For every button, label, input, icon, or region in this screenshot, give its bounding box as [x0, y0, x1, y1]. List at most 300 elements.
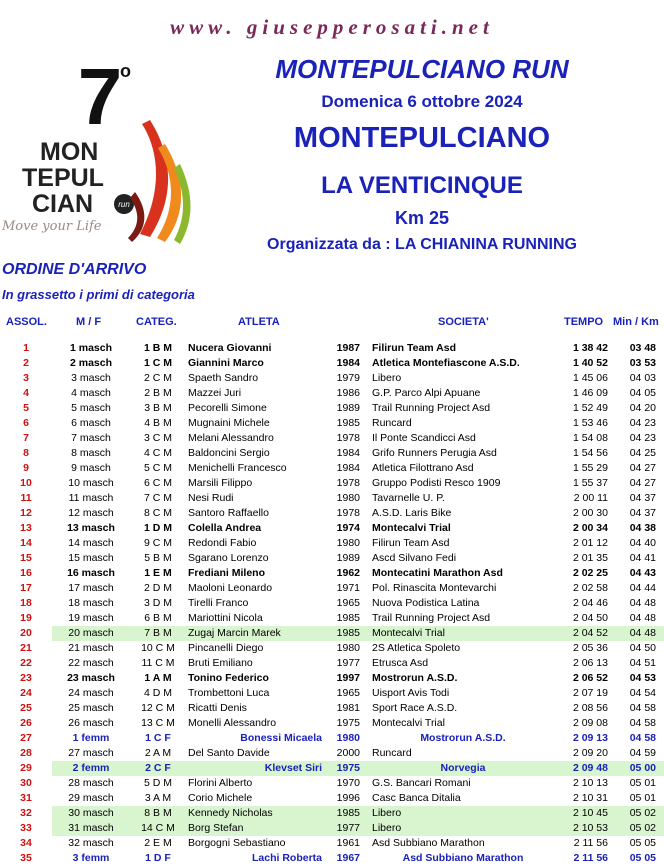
- cell-birth-year: 1967: [336, 852, 360, 864]
- website-url: www. giusepperosati.net: [170, 15, 494, 39]
- cell-pace: 05 05: [629, 837, 656, 849]
- cell-category: 4 B M: [144, 417, 172, 429]
- cell-time: 2 11 56: [573, 837, 608, 849]
- cell-time: 2 02 58: [572, 582, 608, 594]
- cell-athlete-name: Lachi Roberta: [251, 852, 322, 864]
- cell-position: 31: [20, 792, 32, 804]
- table-row: [0, 536, 664, 551]
- cell-gender-rank: 29 masch: [68, 792, 114, 804]
- cell-pace: 04 27: [629, 462, 656, 474]
- cell-time: 2 10 45: [556, 806, 614, 821]
- cell-position: 17: [20, 582, 32, 594]
- cell-club: Filirun Team Asd: [372, 342, 457, 354]
- cell-position: 30: [20, 777, 32, 789]
- cell-gender-rank: 8 masch: [71, 447, 111, 459]
- cell-position: 3: [23, 372, 29, 384]
- cell-club: Asd Subbiano Marathon: [402, 852, 524, 864]
- cell-position: 24: [20, 687, 32, 699]
- cell-pace: 04 23: [629, 432, 656, 444]
- cell-pace: 04 20: [629, 402, 656, 414]
- cell-position: 32: [20, 807, 32, 819]
- cell-birth-year: 1979: [336, 372, 360, 384]
- table-row: [0, 446, 664, 461]
- cell-athlete-name: Mariottini Nicola: [188, 612, 263, 624]
- table-row: [0, 521, 664, 536]
- col-header-atleta: ATLETA: [238, 316, 280, 328]
- cell-club: Mostrorun A.S.D.: [420, 732, 506, 744]
- table-row: [0, 581, 664, 596]
- table-row: [0, 806, 664, 821]
- cell-birth-year: 1985: [324, 806, 370, 821]
- cell-gender-rank: 1 masch: [69, 342, 113, 354]
- cell-gender-rank: 20 masch: [52, 626, 130, 641]
- cell-category: 1 A M: [144, 672, 172, 684]
- cell-birth-year: 1962: [336, 567, 360, 579]
- cell-athlete-name: Monelli Alessandro: [188, 717, 277, 729]
- table-row: [0, 551, 664, 566]
- cell-athlete-name: Melani Alessandro: [188, 432, 274, 444]
- cell-athlete-name: Sgarano Lorenzo: [188, 552, 269, 564]
- cell-athlete-name: Colella Andrea: [188, 522, 262, 534]
- cell-birth-year: 1980: [336, 642, 360, 654]
- cell-time: 1 53 46: [572, 417, 608, 429]
- cell-athlete-name: Del Santo Davide: [188, 747, 270, 759]
- cell-time: 2 10 53: [556, 821, 614, 836]
- table-row: [0, 776, 664, 791]
- cell-club: 2S Atletica Spoleto: [372, 642, 461, 654]
- cell-club: Atletica Montefiascone A.S.D.: [372, 357, 520, 369]
- cell-category: 5 C M: [143, 462, 172, 474]
- cell-category: 8 B M: [130, 806, 186, 821]
- cell-gender-rank: 13 masch: [67, 522, 115, 534]
- cell-birth-year: 1989: [336, 552, 360, 564]
- cell-athlete-name: Mazzei Juri: [188, 387, 242, 399]
- cell-gender-rank: 11 masch: [68, 492, 114, 504]
- cell-birth-year: 1977: [324, 821, 370, 836]
- cell-athlete-name: Frediani Mileno: [188, 567, 266, 579]
- cell-position: 13: [20, 522, 32, 534]
- cell-pace: 04 58: [629, 702, 656, 714]
- cell-time: 1 40 52: [572, 357, 608, 369]
- cell-category: 2 B M: [144, 387, 172, 399]
- logo-line-2: TEPUL: [22, 164, 104, 192]
- legend-note: In grassetto i primi di categoria: [2, 287, 195, 302]
- event-date: Domenica 6 ottobre 2024: [321, 92, 523, 111]
- cell-time: 1 54 56: [572, 447, 608, 459]
- col-header-tempo: TEMPO: [564, 316, 604, 328]
- cell-gender-rank: 9 masch: [71, 462, 111, 474]
- table-row: [0, 671, 664, 686]
- cell-gender-rank: 6 masch: [71, 417, 111, 429]
- cell-pace: 03 53: [629, 357, 656, 369]
- cell-birth-year: 1996: [336, 792, 360, 804]
- cell-category: 2 A M: [144, 747, 172, 759]
- cell-position: 7: [23, 432, 29, 444]
- table-row: [0, 401, 664, 416]
- cell-athlete-name: Marsili Filippo: [188, 477, 253, 489]
- cell-category: 5 B M: [144, 552, 172, 564]
- cell-category: 2 E M: [144, 837, 172, 849]
- table-row: [0, 686, 664, 701]
- cell-club: Montecalvi Trial: [372, 522, 451, 534]
- cell-time: 2 04 52: [556, 626, 614, 641]
- cell-birth-year: 1961: [336, 837, 360, 849]
- cell-athlete-name: Baldoncini Sergio: [188, 447, 270, 459]
- cell-category: 1 D M: [143, 522, 172, 534]
- table-row: [0, 476, 664, 491]
- cell-club: Casc Banca Ditalia: [372, 792, 461, 804]
- logo-badge-text: run: [118, 200, 130, 209]
- results-table: [0, 341, 664, 866]
- cell-time: 1 38 42: [572, 342, 608, 354]
- cell-pace: 04 23: [629, 417, 656, 429]
- cell-time: 2 09 20: [572, 747, 608, 759]
- cell-birth-year: 1978: [336, 432, 360, 444]
- cell-category: 14 C M: [130, 821, 186, 836]
- cell-pace: 04 58: [629, 732, 656, 744]
- cell-gender-rank: 26 masch: [68, 717, 114, 729]
- cell-pace: 04 38: [629, 522, 656, 534]
- cell-athlete-name: Corio Michele: [188, 792, 253, 804]
- cell-gender-rank: 28 masch: [68, 777, 114, 789]
- cell-position: 4: [23, 387, 29, 399]
- cell-club: Trail Running Project Asd: [372, 612, 491, 624]
- cell-birth-year: 1989: [336, 402, 360, 414]
- cell-athlete-name: Trombettoni Luca: [188, 687, 270, 699]
- cell-time: 2 02 25: [572, 567, 608, 579]
- table-row: [0, 836, 664, 851]
- organizer: Organizzata da : LA CHIANINA RUNNING: [267, 236, 577, 253]
- cell-category: 2 C M: [143, 372, 172, 384]
- cell-pace: 04 51: [629, 657, 656, 669]
- cell-category: 12 C M: [141, 702, 175, 714]
- cell-position: 16: [20, 567, 32, 579]
- cell-birth-year: 1980: [336, 732, 360, 744]
- cell-position: 9: [23, 462, 29, 474]
- table-row: [0, 716, 664, 731]
- event-title: MONTEPULCIANO RUN: [275, 54, 569, 84]
- cell-birth-year: 1985: [336, 612, 360, 624]
- cell-club: A.S.D. Laris Bike: [372, 507, 452, 519]
- cell-category: 4 C M: [143, 447, 172, 459]
- cell-position: 11: [20, 492, 32, 504]
- table-row: [0, 341, 664, 356]
- cell-club: Libero: [370, 806, 556, 821]
- cell-club: Runcard: [372, 747, 412, 759]
- cell-category: 4 D M: [143, 687, 172, 699]
- cell-time: 2 00 11: [573, 492, 608, 504]
- cell-gender-rank: 12 masch: [68, 507, 114, 519]
- cell-athlete-name: Pincanelli Diego: [188, 642, 264, 654]
- cell-gender-rank: 15 masch: [68, 552, 114, 564]
- cell-category: 11 C M: [141, 657, 175, 669]
- cell-position: 8: [23, 447, 29, 459]
- cell-time: 2 06 52: [572, 672, 608, 684]
- table-row: [0, 506, 664, 521]
- cell-pace: 05 02: [614, 806, 664, 821]
- cell-birth-year: 1965: [336, 597, 360, 609]
- cell-gender-rank: 3 femm: [72, 852, 110, 864]
- col-header-pace: Min / Km: [613, 316, 659, 328]
- cell-athlete-name: Pecorelli Simone: [188, 402, 267, 414]
- cell-gender-rank: 5 masch: [71, 402, 111, 414]
- cell-gender-rank: 19 masch: [68, 612, 114, 624]
- cell-pace: 05 00: [614, 761, 664, 776]
- cell-club: Libero: [372, 372, 402, 384]
- cell-pace: 04 40: [629, 537, 656, 549]
- table-row: [0, 566, 664, 581]
- table-row: [0, 656, 664, 671]
- cell-pace: 04 41: [629, 552, 656, 564]
- cell-gender-rank: 22 masch: [68, 657, 114, 669]
- cell-category: 2 C F: [130, 761, 186, 776]
- cell-time: 2 07 19: [572, 687, 608, 699]
- cell-pace: 04 53: [629, 672, 656, 684]
- cell-birth-year: 1981: [336, 702, 360, 714]
- cell-athlete-name: Kennedy Nicholas: [186, 806, 324, 821]
- cell-club: Grifo Runners Perugia Asd: [372, 447, 497, 459]
- table-row: [0, 386, 664, 401]
- cell-club: Norvegia: [370, 761, 556, 776]
- logo-tagline: Move your Life: [2, 219, 102, 234]
- column-headers: [0, 316, 664, 332]
- cell-time: 1 55 29: [572, 462, 608, 474]
- cell-pace: 05 05: [629, 852, 656, 864]
- cell-category: 8 C M: [143, 507, 172, 519]
- cell-athlete-name: Florini Alberto: [188, 777, 253, 789]
- cell-pace: 05 02: [614, 821, 664, 836]
- cell-birth-year: 1984: [336, 462, 360, 474]
- cell-position: 18: [20, 597, 32, 609]
- cell-club: Pol. Rinascita Montevarchi: [372, 582, 497, 594]
- cell-club: Asd Subbiano Marathon: [372, 837, 485, 849]
- cell-category: 1 C F: [145, 732, 171, 744]
- cell-category: 1 B M: [143, 342, 172, 354]
- cell-athlete-name: Ricatti Denis: [188, 702, 247, 714]
- cell-time: 1 55 37: [572, 477, 608, 489]
- cell-time: 1 54 08: [572, 432, 608, 444]
- cell-gender-rank: 31 masch: [52, 821, 130, 836]
- cell-time: 2 10 13: [572, 777, 608, 789]
- cell-gender-rank: 23 masch: [67, 672, 115, 684]
- cell-gender-rank: 7 masch: [71, 432, 111, 444]
- cell-club: Montecalvi Trial: [370, 626, 556, 641]
- event-logo: [0, 52, 200, 247]
- cell-category: 6 B M: [144, 612, 172, 624]
- cell-club: Atletica Filottrano Asd: [372, 462, 474, 474]
- cell-athlete-name: Bonessi Micaela: [240, 732, 322, 744]
- cell-birth-year: 1984: [336, 357, 360, 369]
- cell-time: 2 01 35: [572, 552, 608, 564]
- cell-athlete-name: Borg Stefan: [186, 821, 324, 836]
- cell-athlete-name: Redondi Fabio: [188, 537, 257, 549]
- cell-birth-year: 1978: [336, 477, 360, 489]
- cell-athlete-name: Zugaj Marcin Marek: [186, 626, 324, 641]
- section-title: ORDINE D'ARRIVO: [2, 261, 147, 278]
- cell-birth-year: 1970: [336, 777, 360, 789]
- cell-athlete-name: Santoro Raffaello: [188, 507, 269, 519]
- cell-gender-rank: 17 masch: [68, 582, 114, 594]
- cell-position: 33: [20, 822, 32, 834]
- cell-time: 1 46 09: [572, 387, 608, 399]
- cell-position: 5: [23, 402, 29, 414]
- cell-pace: 04 48: [629, 612, 656, 624]
- col-header-mf: M / F: [76, 316, 102, 328]
- cell-club: Gruppo Podisti Resco 1909: [372, 477, 501, 489]
- cell-category: 7 B M: [130, 626, 186, 641]
- cell-time: 2 10 31: [572, 792, 608, 804]
- cell-pace: 04 25: [629, 447, 656, 459]
- cell-pace: 04 43: [629, 567, 656, 579]
- cell-athlete-name: Maoloni Leonardo: [188, 582, 273, 594]
- cell-club: Nuova Podistica Latina: [372, 597, 480, 609]
- cell-position: 12: [20, 507, 32, 519]
- cell-gender-rank: 14 masch: [68, 537, 114, 549]
- cell-position: 27: [20, 732, 32, 744]
- cell-time: 2 00 30: [572, 507, 608, 519]
- cell-club: Montecatini Marathon Asd: [372, 567, 503, 579]
- cell-gender-rank: 18 masch: [68, 597, 114, 609]
- cell-time: 2 04 46: [572, 597, 608, 609]
- cell-gender-rank: 1 femm: [72, 732, 110, 744]
- cell-birth-year: 1980: [336, 537, 360, 549]
- cell-athlete-name: Borgogni Sebastiano: [188, 837, 286, 849]
- cell-category: 3 C M: [143, 432, 172, 444]
- cell-club: Runcard: [372, 417, 412, 429]
- cell-time: 2 08 56: [572, 702, 608, 714]
- cell-birth-year: 2000: [336, 747, 360, 759]
- cell-category: 2 D M: [143, 582, 172, 594]
- cell-gender-rank: 30 masch: [52, 806, 130, 821]
- cell-birth-year: 1975: [336, 717, 360, 729]
- cell-category: 10 C M: [141, 642, 175, 654]
- cell-athlete-name: Tirelli Franco: [188, 597, 249, 609]
- cell-time: 2 09 08: [572, 717, 608, 729]
- cell-category: 6 C M: [143, 477, 172, 489]
- cell-category: 3 B M: [144, 402, 172, 414]
- cell-club: Filirun Team Asd: [372, 537, 450, 549]
- cell-time: 2 01 12: [572, 537, 608, 549]
- cell-time: 2 09 48: [556, 761, 614, 776]
- cell-club: Uisport Avis Todi: [372, 687, 450, 699]
- cell-birth-year: 1987: [336, 342, 360, 354]
- cell-pace: 03 48: [629, 342, 656, 354]
- cell-athlete-name: Tonino Federico: [188, 672, 269, 684]
- cell-club: Etrusca Asd: [372, 657, 429, 669]
- cell-pace: 04 03: [629, 372, 656, 384]
- cell-pace: 04 05: [629, 387, 656, 399]
- cell-position: 23: [20, 672, 32, 684]
- cell-athlete-name: Bruti Emiliano: [188, 657, 253, 669]
- cell-birth-year: 1997: [336, 672, 360, 684]
- table-row: [0, 356, 664, 371]
- cell-position: 10: [20, 477, 32, 489]
- table-row: [0, 596, 664, 611]
- cell-gender-rank: 10 masch: [68, 477, 114, 489]
- cell-category: 9 C M: [143, 537, 172, 549]
- cell-category: 1 D F: [145, 852, 171, 864]
- cell-category: 1 E M: [144, 567, 172, 579]
- table-row: [0, 491, 664, 506]
- table-row: [0, 416, 664, 431]
- col-header-assol: ASSOL.: [6, 316, 47, 328]
- cell-birth-year: 1985: [336, 417, 360, 429]
- race-distance: Km 25: [394, 208, 450, 228]
- cell-category: 5 D M: [143, 777, 172, 789]
- cell-athlete-name: Klevset Siri: [186, 761, 324, 776]
- cell-birth-year: 1980: [336, 492, 360, 504]
- cell-club: Montecalvi Trial: [372, 717, 445, 729]
- table-row: [0, 746, 664, 761]
- cell-pace: 05 01: [629, 792, 656, 804]
- cell-gender-rank: 4 masch: [71, 387, 111, 399]
- cell-gender-rank: 24 masch: [68, 687, 114, 699]
- cell-position: 34: [20, 837, 32, 849]
- cell-pace: 04 59: [629, 747, 656, 759]
- cell-club: Mostrorun A.S.D.: [372, 672, 458, 684]
- cell-birth-year: 1985: [324, 626, 370, 641]
- cell-position: 2: [23, 357, 29, 369]
- cell-club: Libero: [370, 821, 556, 836]
- cell-time: 2 09 13: [572, 732, 608, 744]
- cell-pace: 04 37: [629, 507, 656, 519]
- cell-position: 6: [23, 417, 29, 429]
- cell-gender-rank: 3 masch: [71, 372, 111, 384]
- cell-pace: 04 44: [629, 582, 656, 594]
- table-row: [0, 371, 664, 386]
- cell-pace: 04 54: [629, 687, 656, 699]
- cell-club: Il Ponte Scandicci Asd: [372, 432, 476, 444]
- cell-category: 1 C M: [143, 357, 172, 369]
- cell-birth-year: 1978: [336, 507, 360, 519]
- cell-category: 7 C M: [143, 492, 172, 504]
- cell-birth-year: 1974: [336, 522, 360, 534]
- cell-category: 3 A M: [144, 792, 172, 804]
- cell-gender-rank: 21 masch: [68, 642, 114, 654]
- cell-position: 21: [20, 642, 32, 654]
- table-row: [0, 626, 664, 641]
- logo-line-1: MON: [40, 138, 99, 166]
- event-city: MONTEPULCIANO: [293, 122, 551, 154]
- cell-position: 14: [20, 537, 32, 549]
- table-row: [0, 701, 664, 716]
- cell-club: Tavarnelle U. P.: [372, 492, 445, 504]
- cell-position: 29: [20, 762, 32, 774]
- cell-athlete-name: Nucera Giovanni: [188, 342, 272, 354]
- cell-pace: 04 50: [629, 642, 656, 654]
- cell-birth-year: 1986: [336, 387, 360, 399]
- cell-position: 22: [20, 657, 32, 669]
- cell-position: 1: [23, 342, 29, 354]
- table-row: [0, 731, 664, 746]
- cell-position: 35: [20, 852, 32, 864]
- cell-time: 2 06 13: [572, 657, 608, 669]
- cell-time: 2 05 36: [572, 642, 608, 654]
- logo-number: 7: [77, 52, 123, 141]
- logo-line-3: CIAN: [32, 190, 94, 218]
- cell-time: 2 11 56: [573, 852, 608, 864]
- col-header-societa: SOCIETA': [438, 316, 489, 328]
- results-body: [0, 341, 664, 866]
- cell-position: 19: [20, 612, 32, 624]
- table-row: [0, 431, 664, 446]
- cell-pace: 04 48: [614, 626, 664, 641]
- cell-position: 28: [20, 747, 32, 759]
- cell-time: 1 52 49: [572, 402, 608, 414]
- cell-pace: 04 27: [629, 477, 656, 489]
- cell-gender-rank: 2 femm: [52, 761, 130, 776]
- cell-athlete-name: Giannini Marco: [188, 357, 264, 369]
